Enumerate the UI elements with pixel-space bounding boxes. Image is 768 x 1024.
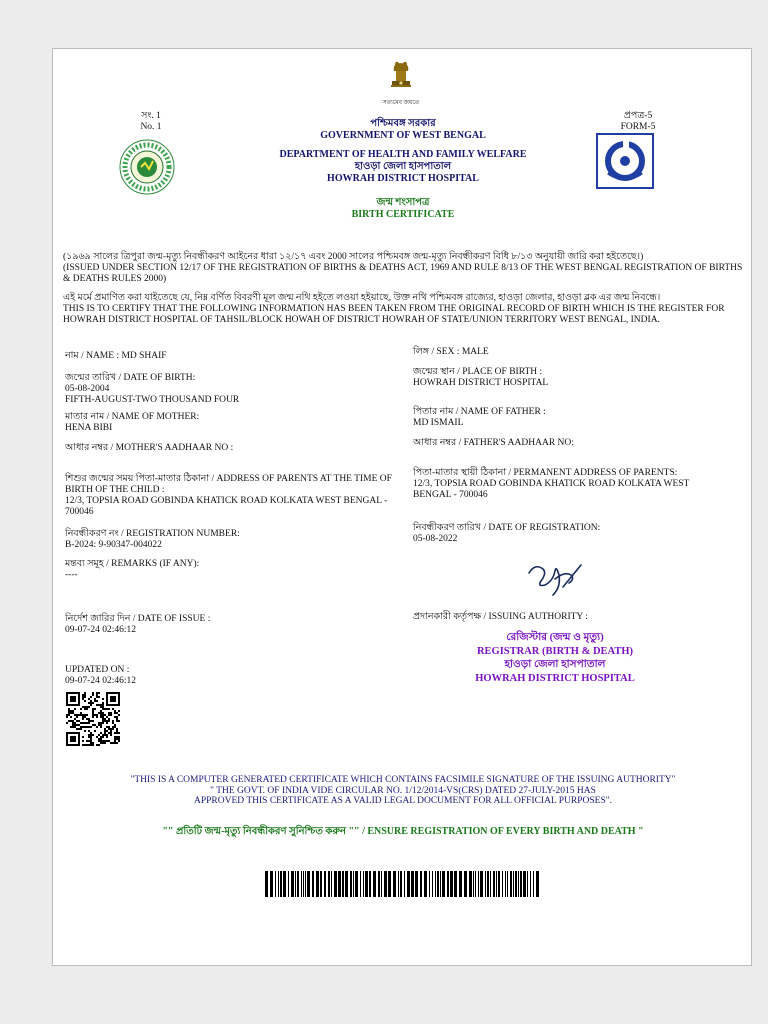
hospital-bn: হাওড়া জেলা হাসপাতাল [354,161,452,172]
qr-code [66,692,120,751]
registrar-bn: রেজিস্টার (জন্ম ও মৃত্যু) [506,632,604,643]
crs-logo [596,133,654,194]
father-name-field [413,407,743,429]
cert-en: BIRTH CERTIFICATE [351,209,455,220]
notice-line-2: " THE GOVT. OF INDIA VIDE CIRCULAR NO. 1/12/2014-VS(CRS) DATED 27-JULY-2015 HAS [210,785,596,796]
registrar-block [445,631,665,685]
hospital-en: HOWRAH DISTRICT HOSPITAL [327,173,479,184]
notice-line-3: APPROVED THIS CERTIFICATE AS A VALID LEGAL DOCUMENT FOR ALL OFFICIAL PURPOSES". [193,796,613,806]
serial-bn: সং. 1 [141,111,161,121]
certify-en: THIS IS TO CERTIFY THAT THE FOLLOWING INFORMATION HAS BEEN TAKEN FROM THE ORIGINAL RECORD OF BIRTH WHICH IS THE REGISTER FOR HOWRAH DISTRICT HOSPITAL OF TAHSIL/BLOCK HOWAH OF DISTRICT HOWRAH OF STATE/UNION TERRITORY WEST BENGAL, INDIA. [63,304,725,325]
certificate-title [203,197,603,221]
barcode-icon [265,871,541,897]
certify-block [63,293,743,326]
health-department-seal [119,139,175,200]
certify-bn: এই মর্মে প্রমাণিত করা যাইতেছে যে, নিম্ন বর্ণিত বিবরণী মূল জন্ম নথি হইতে লওয়া হইয়াছে, উক্ত নথি পশ্চিমবঙ্গ রাজ্যের, হাওড়া জেলার, হাওড়া ব্লক এর জন্ম নিবন্ধে। [63,293,661,303]
govt-en: GOVERNMENT OF WEST BENGAL [320,130,486,141]
updated-on-label: UPDATED ON : [65,665,130,675]
place-of-birth-field [413,367,743,389]
mother-name-field [65,412,405,434]
govt-bn: পশ্চিমবঙ্গ সরকার [370,118,436,129]
registrar-hospital-en: HOWRAH DISTRICT HOSPITAL [475,672,635,684]
date-of-registration-field [413,523,743,545]
government-title [203,118,603,142]
mother-label: মাতার নাম / NAME OF MOTHER: [65,412,200,422]
form-number [613,111,663,133]
place-of-birth-label: জন্মের স্থান / PLACE OF BIRTH : [413,367,543,377]
mother-value: HENA BIBI [65,423,113,433]
registration-number-label: নিবন্ধীকরণ নং / REGISTRATION NUMBER: [65,529,240,539]
dob-field [65,373,405,406]
health-seal-icon [119,139,175,195]
registrar-signature [525,557,585,606]
name-field: নাম / NAME : MD SHAIF [65,351,167,361]
updated-on-value: 09-07-24 02:46:12 [65,676,136,686]
form-bn: প্রপত্র-5 [623,111,653,121]
serial-en: No. 1 [140,122,162,132]
date-of-issue-field [65,614,405,636]
issued-en: (ISSUED UNDER SECTION 12/17 OF THE REGISTRATION OF BIRTHS & DEATHS ACT, 1969 AND RULE 8/13 OF THE WEST BENGAL REGISTRATION OF BIRTHS & DEATHS RULES 2000) [63,263,743,284]
notice-line-1: "THIS IS A COMPUTER GENERATED CERTIFICATE WHICH CONTAINS FACSIMILE SIGNATURE OF THE ISSUING AUTHORITY" [130,775,676,785]
cert-bn: জন্ম শংসাপত্র [376,197,430,208]
emblem-motto: সত্যমেব জয়তে [382,100,420,106]
lion-capital-icon [386,61,416,93]
address-at-birth-label: শিশুর জন্মের সময় পিতা-মাতার ঠিকানা / ADDRESS OF PARENTS AT THE TIME OF BIRTH OF THE CHILD : [65,474,392,495]
date-of-registration-value: 05-08-2022 [413,534,458,544]
date-of-issue-label: নির্দেশ জারির দিন / DATE OF ISSUE : [65,614,211,624]
address-at-birth-value: 12/3, TOPSIA ROAD GOBINDA KHATICK ROAD KOLKATA WEST BENGAL - 700046 [65,496,388,517]
permanent-address-value: 12/3, TOPSIA ROAD GOBINDA KHATICK ROAD KOLKATA WEST BENGAL - 700046 [413,479,690,500]
barcode [265,871,541,902]
department-title [203,149,603,185]
updated-on-field [65,665,405,687]
father-aadhaar-field: আধার নম্বর / FATHER'S AADHAAR NO: [413,438,574,448]
registration-number-value: B-2024: 9-90347-004022 [65,540,162,550]
date-of-registration-label: নিবন্ধীকরণ তারিখ / DATE OF REGISTRATION: [413,523,601,533]
registration-slogan: "" প্রতিটি জন্ম-মৃত্যু নিবন্ধীকরণ সুনিশ্চিত করুন "" / ENSURE REGISTRATION OF EVERY BIRTH AND DEATH " [162,826,644,837]
permanent-address-field [413,468,703,501]
mother-aadhaar-field: আধার নম্বর / MOTHER'S AADHAAR NO : [65,443,234,453]
registration-number-field [65,529,405,551]
form-en: FORM-5 [620,122,656,132]
signature-icon [525,557,585,601]
crs-logo-icon [596,133,654,189]
date-of-issue-value: 09-07-24 02:46:12 [65,625,136,635]
birth-certificate [52,48,752,966]
remarks-field [65,559,405,581]
dob-words: FIFTH-AUGUST-TWO THOUSAND FOUR [65,395,240,405]
national-emblem [371,61,431,108]
issued-under-block [63,252,743,285]
father-value: MD ISMAIL [413,418,464,428]
dob-value: 05-08-2004 [65,384,110,394]
remarks-label: মন্তব্য সমূহ / REMARKS (IF ANY): [65,559,200,569]
computer-generated-notice [93,775,713,807]
address-at-birth-field [65,474,405,518]
registrar-en: REGISTRAR (BIRTH & DEATH) [476,645,634,657]
dob-label: জন্মের তারিখ / DATE OF BIRTH: [65,373,196,383]
issuing-authority-label: প্রদানকারী কর্তৃপক্ষ / ISSUING AUTHORITY : [413,612,588,622]
sex-field: লিঙ্গ / SEX : MALE [413,347,489,357]
permanent-address-label: পিতা-মাতার স্থায়ী ঠিকানা / PERMANENT ADDRESS OF PARENTS: [413,468,678,478]
place-of-birth-value: HOWRAH DISTRICT HOSPITAL [413,378,549,388]
qr-code-icon [66,692,120,746]
registrar-hospital-bn: হাওড়া জেলা হাসপাতাল [504,659,606,670]
father-label: পিতার নাম / NAME OF FATHER : [413,407,546,417]
serial-number [131,111,171,133]
remarks-value: ---- [65,570,78,580]
issued-bn: (১৯৬৯ সালের ত্রিপুরা জন্ম-মৃত্যু নিবন্ধীকরণ আইনের ধারা ১২/১৭ এবং 2000 সালের পশ্চিমবঙ্গ জন্ম-মৃত্যু নিবন্ধীকরণ বিধি ৮/১৩ অনুযায়ী জারি করা হইতেছে।) [63,252,644,262]
dept-en: DEPARTMENT OF HEALTH AND FAMILY WELFARE [279,149,527,160]
